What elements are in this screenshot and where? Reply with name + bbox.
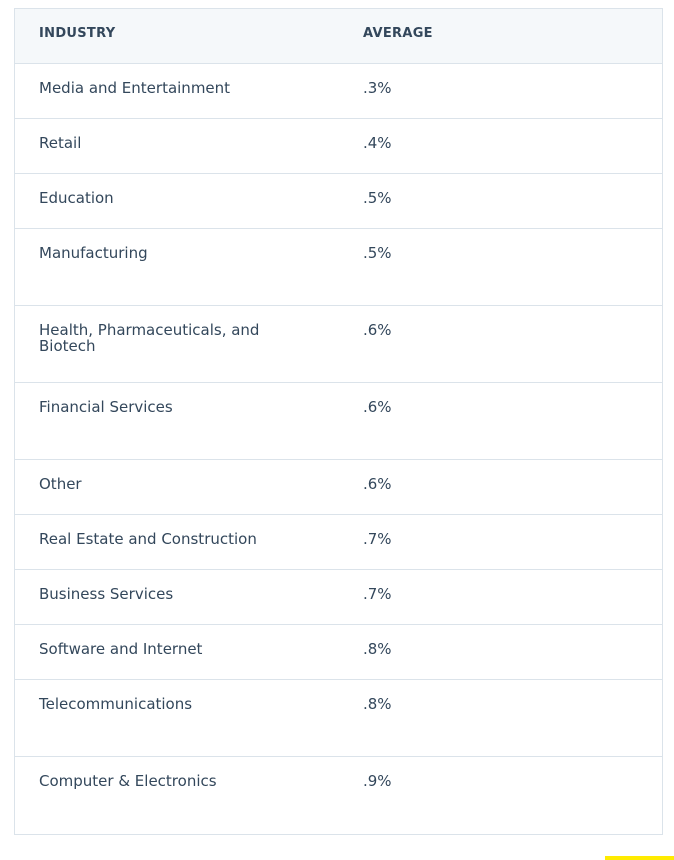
average-cell: .3% (363, 79, 392, 97)
table-row (15, 383, 662, 460)
table-row (15, 174, 662, 229)
table-row (15, 306, 662, 383)
table-row (15, 625, 662, 680)
industry-cell: Media and Entertainment (39, 79, 231, 97)
table-row (15, 460, 662, 515)
average-cell: .6% (363, 321, 392, 339)
average-cell: .8% (363, 695, 392, 713)
industry-cell: Education (39, 189, 114, 207)
header-industry: INDUSTRY (39, 26, 116, 41)
table-row (15, 229, 662, 306)
highlight-mark (605, 856, 674, 860)
table-row (15, 515, 662, 570)
industry-cell: Business Services (39, 585, 174, 603)
industry-cell: Software and Internet (39, 640, 203, 658)
table-row (15, 119, 662, 174)
average-cell: .9% (363, 772, 392, 790)
industry-average-table (14, 8, 663, 835)
average-cell: .7% (363, 530, 392, 548)
industry-cell: Computer & Electronics (39, 772, 217, 790)
industry-cell: Health, Pharmaceuticals, and Biotech (39, 321, 260, 355)
table-header (15, 9, 662, 64)
header-average: AVERAGE (363, 26, 433, 41)
average-cell: .5% (363, 244, 392, 262)
average-cell: .5% (363, 189, 392, 207)
industry-cell: Retail (39, 134, 82, 152)
table-row (15, 757, 662, 834)
table-row (15, 680, 662, 757)
industry-cell: Other (39, 475, 82, 493)
average-cell: .4% (363, 134, 392, 152)
table-row (15, 64, 662, 119)
average-cell: .7% (363, 585, 392, 603)
average-cell: .6% (363, 475, 392, 493)
industry-cell: Manufacturing (39, 244, 148, 262)
table-row (15, 570, 662, 625)
average-cell: .8% (363, 640, 392, 658)
industry-cell: Real Estate and Construction (39, 530, 257, 548)
industry-cell: Financial Services (39, 398, 173, 416)
average-cell: .6% (363, 398, 392, 416)
industry-cell: Telecommunications (39, 695, 193, 713)
